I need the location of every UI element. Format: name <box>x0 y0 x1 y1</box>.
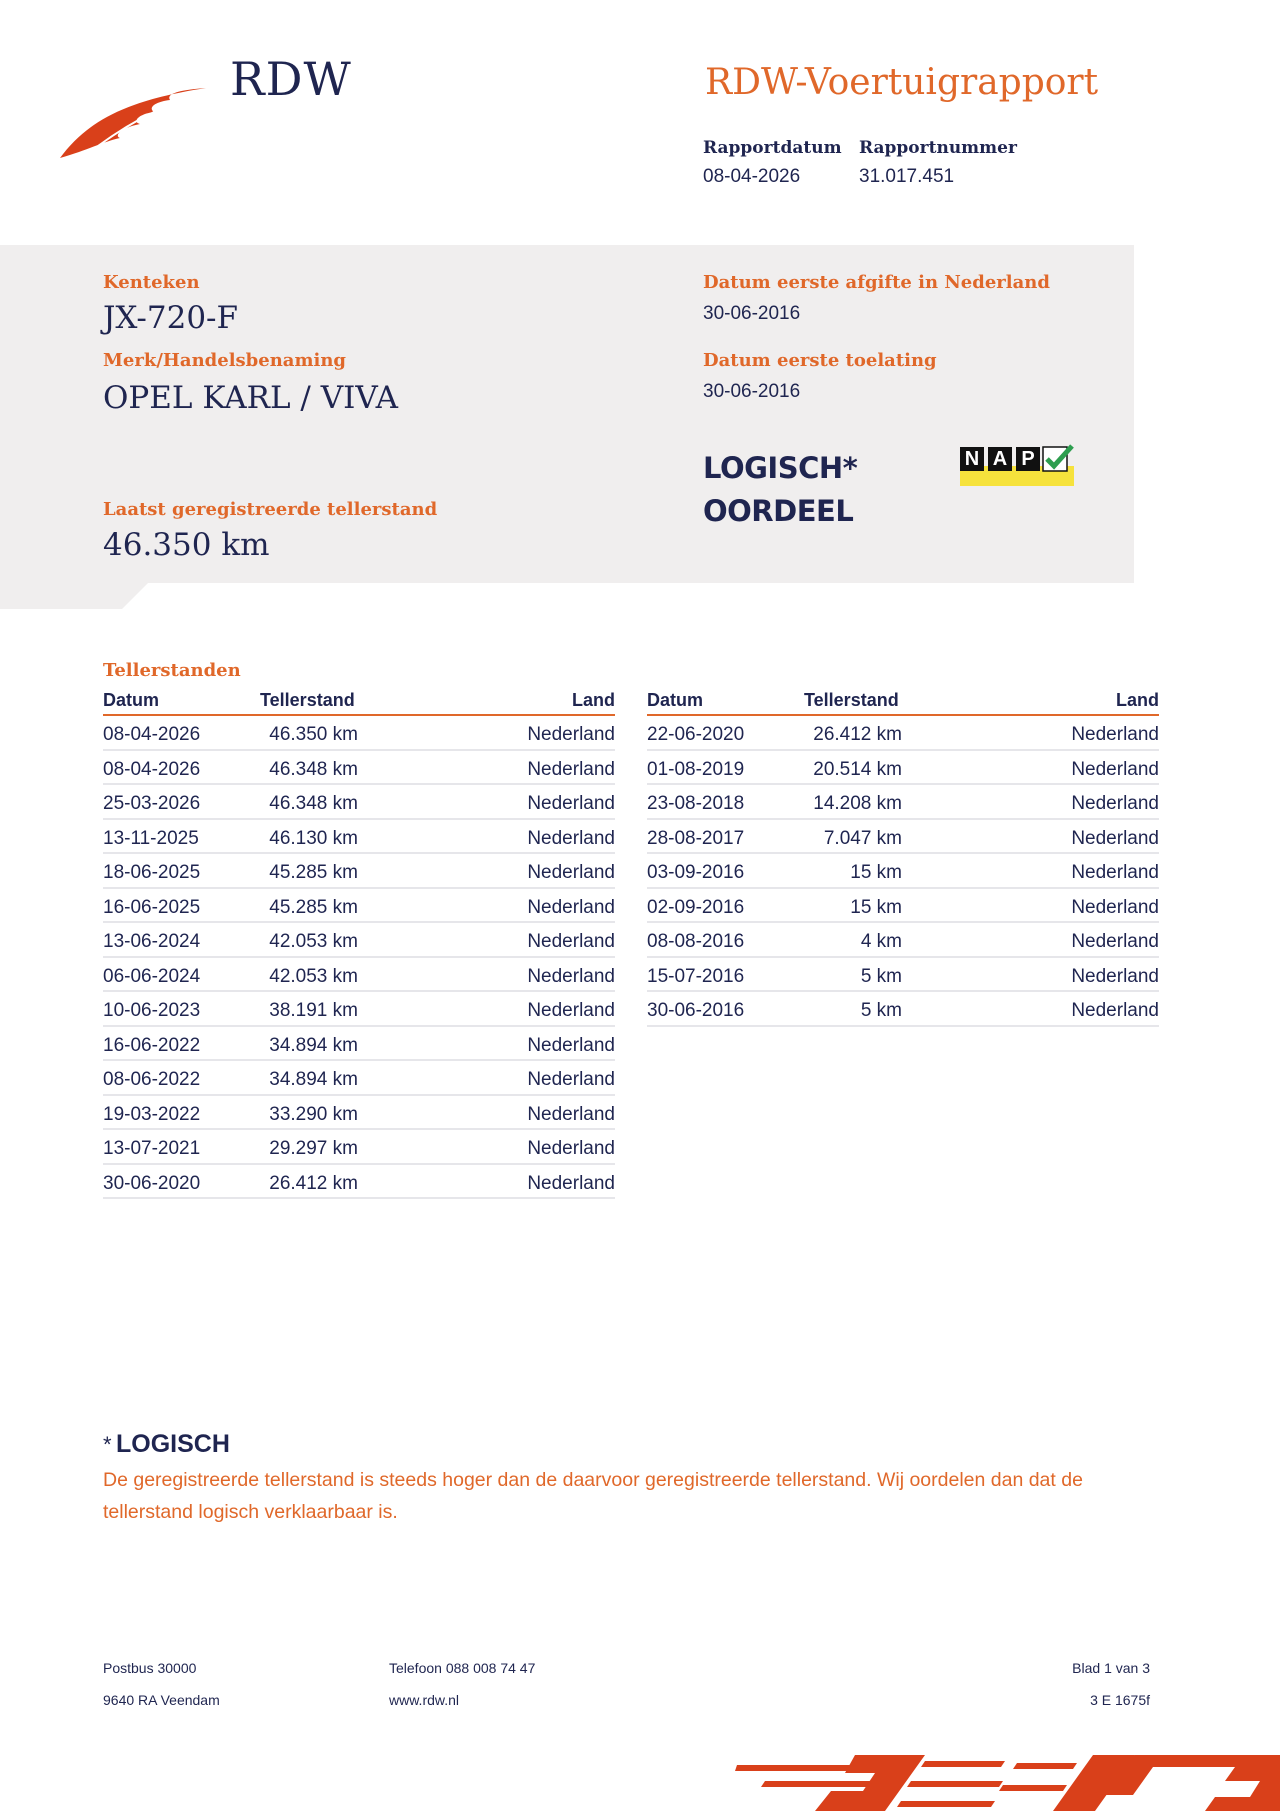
reading-date: 18-06-2025 <box>103 862 201 883</box>
reading-country: Nederland <box>527 931 615 952</box>
reading-country: Nederland <box>527 793 615 814</box>
reading-km: 46.130 km <box>269 827 358 849</box>
reading-date: 22-06-2020 <box>647 724 745 745</box>
first-admission-value: 30-06-2016 <box>703 381 801 402</box>
header-date: Datum <box>647 690 704 710</box>
reading-km: 34.894 km <box>269 1034 358 1056</box>
reading-km: 46.348 km <box>269 793 358 814</box>
brand-value: OPEL KARL / VIVA <box>103 380 399 416</box>
reading-date: 30-06-2016 <box>647 1000 745 1021</box>
reading-date: 08-06-2022 <box>103 1069 201 1090</box>
reading-date: 23-08-2018 <box>647 793 745 814</box>
reading-date: 10-06-2023 <box>103 1000 201 1021</box>
table-row <box>103 923 615 958</box>
reading-country: Nederland <box>1071 896 1159 918</box>
reading-country: Nederland <box>527 758 615 780</box>
reading-date: 15-07-2016 <box>647 965 745 987</box>
plate-label: Kenteken <box>103 272 200 293</box>
reading-date: 30-06-2020 <box>103 1172 201 1194</box>
report-number: 31.017.451 <box>859 166 955 187</box>
reading-km: 20.514 km <box>813 758 902 780</box>
table-row <box>103 854 615 889</box>
footnote-text: De geregistreerde tellerstand is steeds hoger dan de daarvoor geregistreerde tellerstand. Wij oordelen dan dat de tellerstand logisch verklaarbaar is. <box>103 1469 1083 1523</box>
table-row <box>103 751 615 786</box>
reading-km: 7.047 km <box>823 827 902 849</box>
reading-km: 33.290 km <box>269 1103 358 1125</box>
verdict-line-1: LOGISCH* <box>703 451 858 485</box>
footer-phone: Telefoon 088 008 74 47 <box>389 1660 536 1676</box>
table-row <box>647 820 1159 855</box>
reading-km: 34.894 km <box>269 1069 358 1090</box>
reading-km: 45.285 km <box>269 862 358 883</box>
reading-country: Nederland <box>527 1069 615 1090</box>
reading-country: Nederland <box>527 1103 615 1125</box>
footer-city: 9640 RA Veendam <box>103 1692 220 1708</box>
table-body <box>647 716 1159 1027</box>
table-row <box>103 992 615 1027</box>
reading-country: Nederland <box>527 1034 615 1056</box>
readings-table-right <box>647 688 1159 1027</box>
checkmark-icon <box>1042 444 1074 474</box>
reading-date: 13-06-2024 <box>103 931 201 952</box>
reading-country: Nederland <box>1071 965 1159 987</box>
readings-title: Tellerstanden <box>103 660 241 681</box>
reading-country: Nederland <box>527 827 615 849</box>
reading-country: Nederland <box>1071 724 1159 745</box>
reading-date: 02-09-2016 <box>647 896 745 918</box>
table-row <box>103 1061 615 1096</box>
first-admission-label: Datum eerste toelating <box>703 350 937 371</box>
table-body <box>103 716 615 1199</box>
reading-km: 15 km <box>850 862 902 883</box>
reading-date: 13-11-2025 <box>103 827 199 849</box>
reading-country: Nederland <box>527 1000 615 1021</box>
table-row <box>103 958 615 993</box>
table-row <box>647 716 1159 751</box>
readings-table-left <box>103 688 615 1199</box>
reading-date: 08-08-2016 <box>647 931 745 952</box>
odometer-value: 46.350 km <box>103 527 270 563</box>
reading-date: 06-06-2024 <box>103 965 201 987</box>
table-row <box>647 958 1159 993</box>
reading-country: Nederland <box>527 965 615 987</box>
table-row <box>103 1027 615 1062</box>
table-row <box>103 889 615 924</box>
panel-tail-decoration <box>0 583 148 609</box>
reading-km: 5 km <box>860 965 902 987</box>
table-row <box>647 923 1159 958</box>
reading-km: 42.053 km <box>269 931 358 952</box>
reading-date: 01-08-2019 <box>647 758 745 780</box>
nap-letter: A <box>988 447 1012 471</box>
table-row <box>647 751 1159 786</box>
reading-country: Nederland <box>1071 827 1159 849</box>
rdw-feather-logo-icon <box>58 80 208 160</box>
reading-country: Nederland <box>1071 758 1159 780</box>
logo-text: RDW <box>230 52 352 106</box>
reading-km: 46.348 km <box>269 758 358 780</box>
reading-country: Nederland <box>527 896 615 918</box>
table-row <box>103 716 615 751</box>
reading-km: 29.297 km <box>269 1138 358 1159</box>
table-row <box>103 1096 615 1131</box>
verdict-line-2: OORDEEL <box>703 494 854 528</box>
reading-date: 25-03-2026 <box>103 793 201 814</box>
reading-country: Nederland <box>527 1138 615 1159</box>
table-header <box>103 688 615 716</box>
reading-km: 4 km <box>860 931 902 952</box>
reading-km: 42.053 km <box>269 965 358 987</box>
reading-country: Nederland <box>527 862 615 883</box>
odometer-label: Laatst geregistreerde tellerstand <box>103 499 438 520</box>
footer-po-box: Postbus 30000 <box>103 1660 197 1676</box>
reading-date: 19-03-2022 <box>103 1103 201 1125</box>
reading-date: 16-06-2025 <box>103 896 201 918</box>
table-row <box>647 889 1159 924</box>
footnote-title: LOGISCH <box>116 1430 230 1458</box>
reading-date: 03-09-2016 <box>647 862 745 883</box>
table-row <box>647 992 1159 1027</box>
table-header <box>647 688 1159 716</box>
header-country: Land <box>1116 690 1159 710</box>
table-row <box>103 820 615 855</box>
reading-date: 28-08-2017 <box>647 827 745 849</box>
table-row <box>647 785 1159 820</box>
first-issue-nl-value: 30-06-2016 <box>703 303 801 324</box>
reading-km: 45.285 km <box>269 896 358 918</box>
reading-date: 13-07-2021 <box>103 1138 201 1159</box>
footer-document-code: 3 E 1675f <box>1090 1692 1150 1708</box>
table-row <box>647 854 1159 889</box>
reading-country: Nederland <box>527 724 615 745</box>
header-km: Tellerstand <box>260 690 355 710</box>
footnote-star: * <box>103 1432 112 1457</box>
footer-page-number: Blad 1 van 3 <box>1072 1660 1150 1676</box>
reading-km: 46.350 km <box>269 724 358 745</box>
reading-country: Nederland <box>1071 931 1159 952</box>
footer-stripes-decoration <box>735 1755 1280 1811</box>
reading-country: Nederland <box>527 1172 615 1194</box>
footer-website[interactable]: www.rdw.nl <box>389 1692 460 1708</box>
header-date: Datum <box>103 690 160 710</box>
reading-date: 08-04-2026 <box>103 724 201 745</box>
report-date: 08-04-2026 <box>703 166 801 187</box>
table-row <box>103 785 615 820</box>
nap-letter: P <box>1016 447 1040 471</box>
reading-km: 38.191 km <box>269 1000 358 1021</box>
reading-country: Nederland <box>1071 862 1159 883</box>
first-issue-nl-label: Datum eerste afgifte in Nederland <box>703 272 1050 293</box>
reading-km: 14.208 km <box>813 793 902 814</box>
reading-km: 26.412 km <box>813 724 902 745</box>
nap-badge <box>960 444 1074 488</box>
reading-km: 5 km <box>860 1000 902 1021</box>
brand-label: Merk/Handelsbenaming <box>103 350 347 371</box>
table-row <box>103 1165 615 1200</box>
report-date-label: Rapportdatum <box>703 138 842 158</box>
reading-km: 15 km <box>850 896 902 918</box>
report-title: RDW-Voertuigrapport <box>705 62 1099 103</box>
reading-km: 26.412 km <box>269 1172 358 1194</box>
reading-country: Nederland <box>1071 793 1159 814</box>
report-number-label: Rapportnummer <box>859 138 1017 158</box>
reading-country: Nederland <box>1071 1000 1159 1021</box>
reading-date: 16-06-2022 <box>103 1034 201 1056</box>
header-km: Tellerstand <box>804 690 899 710</box>
table-row <box>103 1130 615 1165</box>
header-country: Land <box>572 690 615 710</box>
plate-value: JX-720-F <box>103 300 239 336</box>
reading-date: 08-04-2026 <box>103 758 201 780</box>
nap-letter: N <box>960 447 984 471</box>
